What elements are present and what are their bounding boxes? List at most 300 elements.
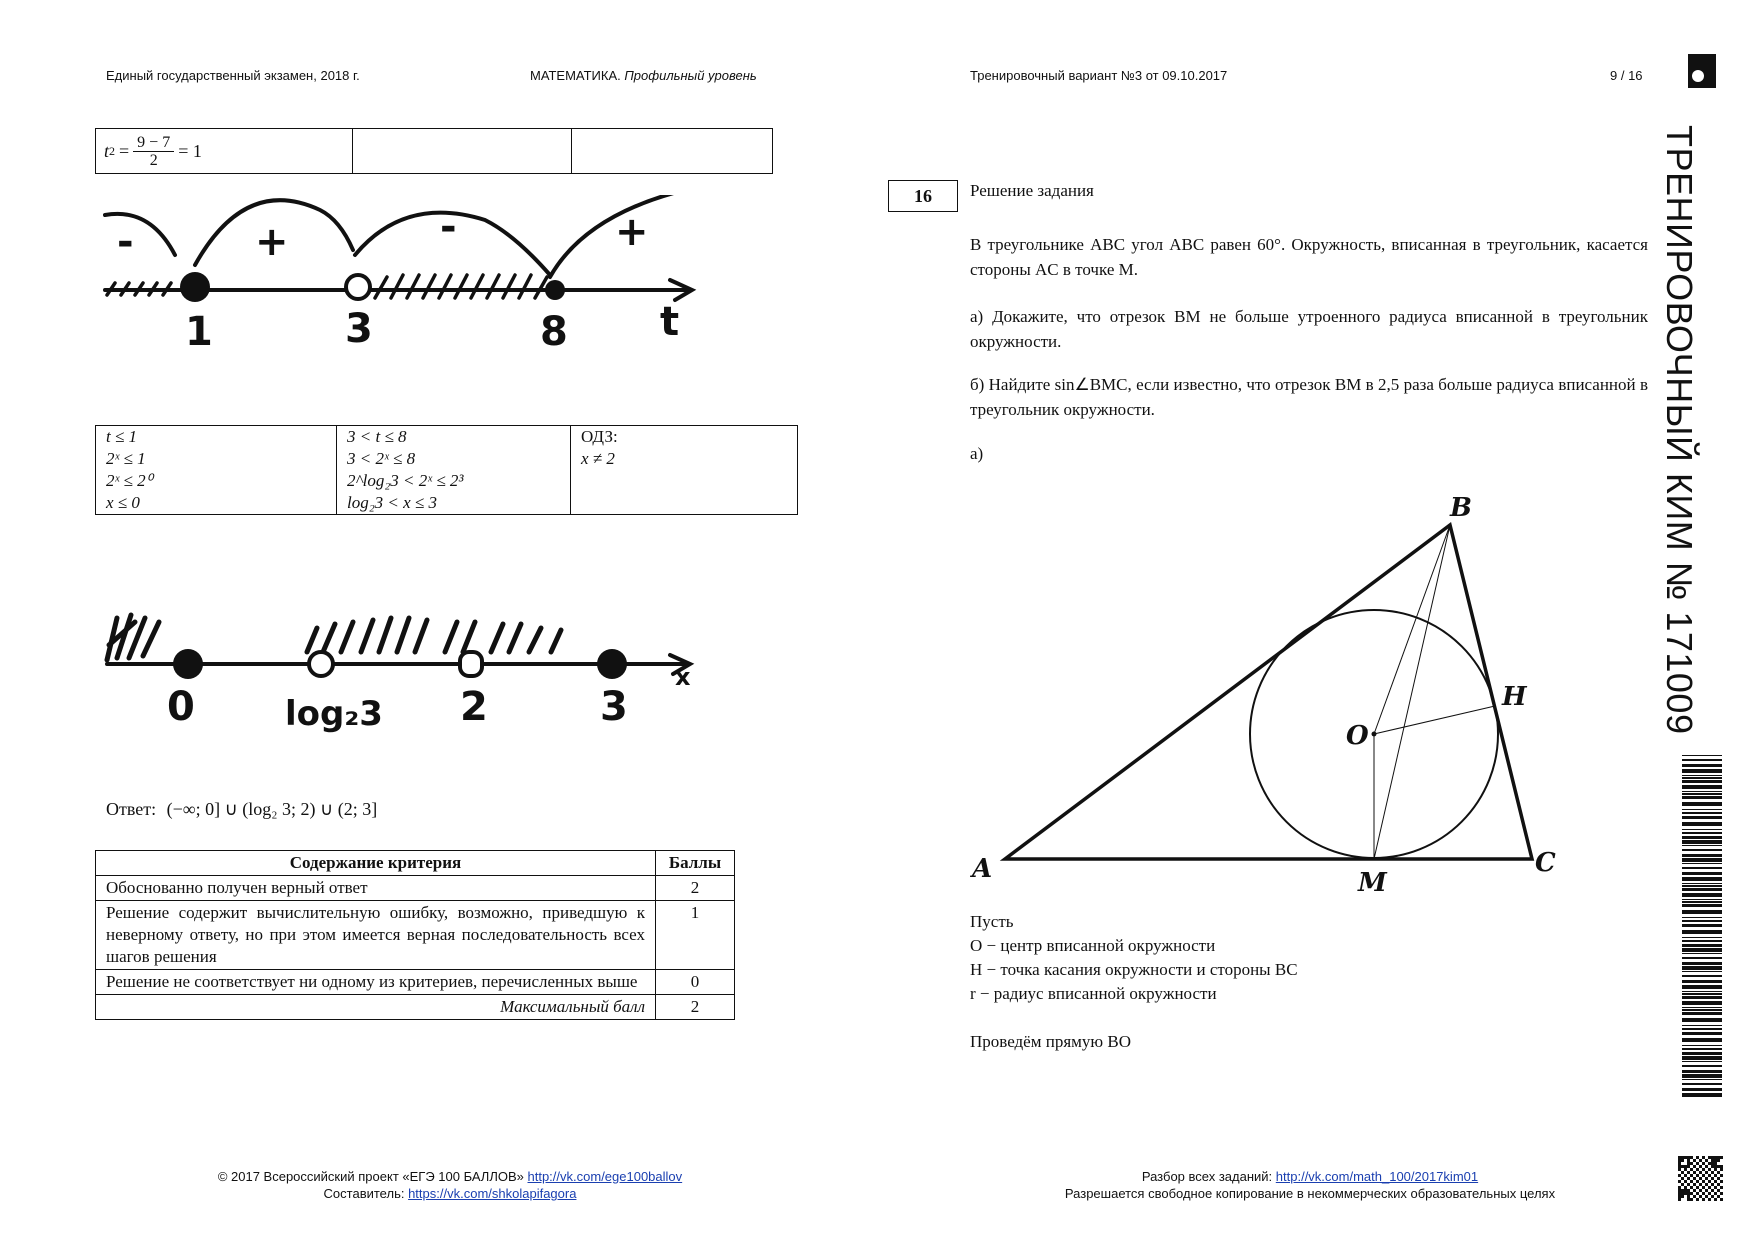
qr-module: [1714, 1156, 1717, 1159]
qr-module: [1678, 1162, 1681, 1165]
var-x: x: [675, 663, 691, 691]
barcode-bar: [1682, 872, 1722, 875]
side-title-wrap: [1659, 125, 1700, 735]
barcode-bar: [1682, 1079, 1722, 1080]
qr-module: [1684, 1168, 1687, 1171]
top-table: [95, 128, 773, 174]
task-statement: В треугольнике ABC угол ABC равен 60°. Окружность, вписанная в треугольник, касается стороны AC в точке M.: [970, 235, 1648, 279]
mark-2: 2: [460, 684, 488, 730]
barcode-bar: [1682, 991, 1722, 992]
qr-module: [1678, 1192, 1681, 1195]
qr-module: [1681, 1177, 1684, 1180]
footer-copyright: © 2017 Всероссийский проект «ЕГЭ 100 БАЛЛОВ»: [217, 1169, 524, 1184]
qr-module: [1681, 1192, 1684, 1195]
barcode-bar: [1682, 863, 1722, 864]
notes-line-o: O − центр вписанной окружности: [970, 936, 1216, 955]
formula-fraction: [133, 134, 174, 169]
qr-module: [1717, 1189, 1720, 1192]
odz-col1-line: 2ˣ ≤ 2⁰: [106, 471, 153, 490]
odz-col3-title: ОДЗ:: [581, 427, 618, 446]
criteria-max-score: 2: [656, 995, 735, 1020]
qr-module: [1702, 1192, 1705, 1195]
barcode-bar: [1682, 1007, 1722, 1008]
qr-module: [1690, 1186, 1693, 1189]
footer-right: [960, 1168, 1660, 1202]
barcode-bar: [1682, 883, 1722, 884]
qr-module: [1711, 1195, 1714, 1198]
qr-module: [1690, 1156, 1693, 1159]
barcode-bar: [1682, 1088, 1722, 1091]
mark-3: 3: [345, 306, 373, 352]
answer-value: (−∞; 0] ∪ (log₂ 3; 2) ∪ (2; 3]: [166, 799, 378, 819]
qr-module: [1708, 1186, 1711, 1189]
criteria-row: [96, 876, 735, 901]
qr-module: [1678, 1159, 1681, 1162]
barcode-bar: [1682, 957, 1722, 959]
barcode-bar: [1682, 1025, 1722, 1026]
mark-log: log₂3: [285, 694, 383, 734]
barcode-bar: [1682, 953, 1722, 954]
qr-module: [1702, 1180, 1705, 1183]
footer-review-label: Разбор всех заданий:: [1141, 1169, 1273, 1184]
qr-module: [1705, 1171, 1708, 1174]
barcode-bar: [1682, 867, 1722, 869]
odz-col1-line: 2ˣ ≤ 1: [106, 449, 146, 468]
point-3-filled: [597, 649, 627, 679]
qr-module: [1720, 1168, 1723, 1171]
qr-module: [1690, 1192, 1693, 1195]
qr-module: [1717, 1177, 1720, 1180]
mark-0: 0: [167, 684, 195, 730]
footer-link-review[interactable]: http://vk.com/math_100/2017kim01: [1275, 1169, 1479, 1184]
qr-module: [1714, 1198, 1717, 1201]
barcode-bar: [1682, 885, 1722, 887]
top-table-cell-3: [572, 129, 773, 174]
barcode-bar: [1682, 1012, 1722, 1015]
qr-module: [1717, 1195, 1720, 1198]
qr-module: [1687, 1192, 1690, 1195]
qr-module: [1714, 1180, 1717, 1183]
qr-module: [1711, 1159, 1714, 1162]
qr-module: [1708, 1180, 1711, 1183]
qr-module: [1693, 1189, 1696, 1192]
barcode-bar: [1682, 1009, 1722, 1011]
mark-3b: 3: [600, 684, 628, 730]
qr-module: [1699, 1171, 1702, 1174]
qr-module: [1678, 1156, 1681, 1159]
barcode-bar: [1682, 802, 1722, 806]
qr-module: [1693, 1171, 1696, 1174]
sign-plus-1: +: [255, 219, 289, 265]
barcode-bar: [1682, 1048, 1722, 1050]
barcode-bar: [1682, 822, 1722, 826]
qr-module: [1699, 1165, 1702, 1168]
qr-module: [1708, 1162, 1711, 1165]
point-3-open: [346, 275, 370, 299]
barcode-bar: [1682, 796, 1722, 799]
criteria-header-score: Баллы: [656, 851, 735, 876]
formula-eq: =: [119, 140, 130, 161]
footer-link-ege[interactable]: http://vk.com/ege100ballov: [527, 1169, 683, 1184]
barcode-bar: [1682, 777, 1722, 779]
point-0-filled: [173, 649, 203, 679]
barcode-bar: [1682, 899, 1722, 900]
barcode-bar: [1682, 910, 1722, 914]
odz-col3: [571, 426, 798, 515]
qr-module: [1678, 1189, 1681, 1192]
barcode-bar: [1682, 985, 1722, 989]
qr-module: [1717, 1171, 1720, 1174]
number-line-x: [95, 600, 715, 775]
qr-module: [1702, 1186, 1705, 1189]
qr-module: [1702, 1168, 1705, 1171]
qr-module: [1720, 1198, 1723, 1201]
criteria-row: [96, 970, 735, 995]
task-part-b: б) Найдите sin∠BMC, если известно, что отрезок BM в 2,5 раза больше радиуса вписанной в треугольник окружности.: [970, 375, 1648, 419]
center-o: [1372, 732, 1377, 737]
odz-col2-line: 3 < 2ˣ ≤ 8: [347, 449, 416, 468]
solution-label-a: а): [970, 444, 984, 463]
qr-module: [1720, 1156, 1723, 1159]
barcode-bar: [1682, 780, 1722, 783]
qr-module: [1693, 1195, 1696, 1198]
qr-module: [1693, 1159, 1696, 1162]
barcode-bar: [1682, 832, 1722, 834]
logo-mark: [1688, 54, 1716, 88]
qr-module: [1696, 1180, 1699, 1183]
barcode-bar: [1682, 840, 1722, 844]
barcode-bar: [1682, 854, 1722, 857]
point-2-open: [460, 652, 482, 676]
barcode-bar: [1682, 937, 1722, 938]
qr-module: [1696, 1198, 1699, 1201]
qr-module: [1690, 1174, 1693, 1177]
qr-module: [1720, 1186, 1723, 1189]
header-subject-name: МАТЕМАТИКА.: [530, 68, 621, 83]
qr-module: [1684, 1189, 1687, 1192]
qr-module: [1711, 1189, 1714, 1192]
barcode-bar: [1682, 1061, 1722, 1062]
barcode-bar: [1682, 1001, 1722, 1005]
barcode-bar: [1682, 1045, 1722, 1046]
qr-module: [1690, 1180, 1693, 1183]
segment-oh: [1374, 706, 1495, 734]
point-8-filled: [545, 280, 565, 300]
qr-module: [1708, 1168, 1711, 1171]
odz-col2-line: 3 < t ≤ 8: [347, 427, 407, 446]
barcode-bar: [1682, 944, 1722, 947]
qr-module: [1684, 1156, 1687, 1159]
qr-module: [1702, 1174, 1705, 1177]
qr-module: [1708, 1192, 1711, 1195]
barcode-bar: [1682, 1056, 1722, 1060]
footer-link-author[interactable]: https://vk.com/shkolapifagora: [408, 1186, 577, 1201]
criteria-max-label: Максимальный балл: [96, 995, 656, 1020]
qr-module: [1717, 1165, 1720, 1168]
task-title: Решение задания: [970, 181, 1094, 200]
barcode-bar: [1682, 1028, 1722, 1030]
criteria-row-score: 2: [656, 876, 735, 901]
answer-label: Ответ:: [106, 799, 157, 819]
number-line-t: [95, 195, 715, 355]
notes-let: Пусть: [970, 912, 1014, 931]
qr-module: [1714, 1159, 1717, 1162]
qr-module: [1714, 1192, 1717, 1195]
qr-module: [1699, 1177, 1702, 1180]
qr-module: [1702, 1198, 1705, 1201]
qr-module: [1705, 1165, 1708, 1168]
task-number-box: 16: [888, 180, 958, 212]
barcode-bar: [1682, 1065, 1722, 1067]
qr-module: [1699, 1195, 1702, 1198]
odz-col2-line: log₂3 < x ≤ 3: [347, 493, 437, 512]
qr-module: [1681, 1165, 1684, 1168]
qr-module: [1681, 1159, 1684, 1162]
barcode-bar: [1682, 769, 1722, 773]
qr-module: [1711, 1171, 1714, 1174]
odz-col2-line: 2^log₂3 < 2ˣ ≤ 2³: [347, 471, 464, 490]
header-level: Профильный уровень: [624, 68, 757, 83]
qr-module: [1693, 1183, 1696, 1186]
qr-module: [1711, 1165, 1714, 1168]
barcode-bar: [1682, 1038, 1722, 1042]
qr-module: [1720, 1165, 1723, 1168]
qr-module: [1720, 1192, 1723, 1195]
barcode-bar: [1682, 845, 1722, 846]
qr-module: [1696, 1174, 1699, 1177]
barcode-bar: [1682, 980, 1722, 983]
qr-module: [1687, 1183, 1690, 1186]
qr-module: [1711, 1183, 1714, 1186]
formula-den: 2: [149, 151, 158, 169]
qr-module: [1696, 1192, 1699, 1195]
header-subject: [530, 68, 757, 83]
qr-module: [1705, 1195, 1708, 1198]
barcode-bar: [1682, 764, 1722, 767]
formula-lhs: t: [104, 140, 110, 161]
barcode-bar: [1682, 759, 1722, 761]
qr-module: [1687, 1171, 1690, 1174]
point-1-filled: [180, 272, 210, 302]
qr-module: [1681, 1183, 1684, 1186]
mark-8: 8: [540, 309, 568, 355]
qr-module: [1717, 1159, 1720, 1162]
qr-module: [1708, 1156, 1711, 1159]
barcode-bar: [1682, 858, 1722, 862]
barcode-bar: [1682, 809, 1722, 810]
label-c: C: [1535, 848, 1556, 878]
odz-col1-line: t ≤ 1: [106, 427, 138, 446]
qr-module: [1702, 1162, 1705, 1165]
triangle-abc: [1005, 525, 1532, 859]
barcode-bar: [1682, 920, 1722, 922]
qr-module: [1684, 1186, 1687, 1189]
qr-module: [1684, 1165, 1687, 1168]
top-table-cell-formula: [96, 129, 353, 174]
barcode-bar: [1682, 901, 1722, 903]
label-h: H: [1502, 682, 1527, 712]
qr-module: [1705, 1189, 1708, 1192]
qr-module: [1690, 1162, 1693, 1165]
qr-module: [1687, 1189, 1690, 1192]
qr-module: [1717, 1156, 1720, 1159]
barcode-bar: [1682, 924, 1722, 927]
qr-module: [1678, 1174, 1681, 1177]
qr-module: [1687, 1165, 1690, 1168]
barcode-bar: [1682, 930, 1722, 934]
qr-module: [1699, 1159, 1702, 1162]
barcode-bar: [1682, 829, 1722, 830]
qr-module: [1690, 1168, 1693, 1171]
barcode-bar: [1682, 877, 1722, 881]
qr-module: [1711, 1177, 1714, 1180]
label-m: M: [1358, 868, 1387, 898]
qr-module: [1693, 1177, 1696, 1180]
barcode-bar: [1682, 849, 1722, 851]
formula-rhs: = 1: [178, 140, 202, 161]
barcode-bar: [1682, 836, 1722, 839]
barcode-bar: [1682, 940, 1722, 942]
qr-module: [1681, 1189, 1684, 1192]
header-variant: Тренировочный вариант №3 от 09.10.2017: [970, 68, 1228, 83]
qr-module: [1696, 1168, 1699, 1171]
qr-module: [1678, 1195, 1681, 1198]
qr-module: [1705, 1159, 1708, 1162]
qr-module: [1705, 1177, 1708, 1180]
criteria-row-text: Обоснованно получен верный ответ: [96, 876, 656, 901]
odz-col3-line: x ≠ 2: [581, 449, 615, 468]
notes-line-h: H − точка касания окружности и стороны BC: [970, 960, 1298, 979]
qr-module: [1681, 1171, 1684, 1174]
qr-module: [1678, 1168, 1681, 1171]
barcode-bar: [1682, 1074, 1722, 1078]
qr-module: [1687, 1198, 1690, 1201]
formula-num: 9 − 7: [133, 134, 174, 152]
notes-line-r: r − радиус вписанной окружности: [970, 984, 1217, 1003]
qr-module: [1678, 1165, 1681, 1168]
answer: [106, 798, 377, 820]
odz-table: [95, 425, 798, 515]
barcode-bar: [1682, 816, 1722, 819]
criteria-row-text: Решение содержит вычислительную ошибку, возможно, приведшую к неверному ответу, но при этом имеется верная последовательность всех шагов решения: [96, 901, 656, 970]
criteria-row-score: 1: [656, 901, 735, 970]
sign-minus-2: -: [440, 204, 457, 250]
qr-module: [1708, 1198, 1711, 1201]
triangle-figure: [970, 480, 1570, 900]
qr-module: [1705, 1183, 1708, 1186]
criteria-header-content: Содержание критерия: [96, 851, 656, 876]
barcode-bar: [1682, 888, 1722, 891]
qr-module: [1714, 1168, 1717, 1171]
qr-module: [1678, 1186, 1681, 1189]
barcode-bar: [1682, 904, 1722, 907]
footer-left: [100, 1168, 800, 1202]
criteria-table: [95, 850, 735, 1020]
label-o: O: [1346, 721, 1369, 751]
qr-module: [1717, 1183, 1720, 1186]
var-t: t: [660, 299, 680, 345]
qr-module: [1699, 1183, 1702, 1186]
criteria-max-row: [96, 995, 735, 1020]
qr-module: [1681, 1156, 1684, 1159]
qr-module: [1684, 1174, 1687, 1177]
odz-col1-line: x ≤ 0: [106, 493, 140, 512]
qr-module: [1696, 1186, 1699, 1189]
point-log-open: [309, 652, 333, 676]
qr-module: [1714, 1165, 1717, 1168]
barcode-bar: [1682, 993, 1722, 995]
qr-module: [1687, 1159, 1690, 1162]
barcode-bar: [1682, 1093, 1722, 1097]
label-b: B: [1450, 493, 1472, 523]
barcode-bar: [1682, 785, 1722, 789]
qr-module: [1684, 1180, 1687, 1183]
odz-col2: [337, 426, 571, 515]
footer-license: Разрешается свободное копирование в некоммерческих образовательных целях: [1064, 1186, 1556, 1201]
qr-module: [1696, 1156, 1699, 1159]
criteria-row: [96, 901, 735, 970]
barcode-bar: [1682, 971, 1722, 972]
criteria-row-score: 0: [656, 970, 735, 995]
mark-1: 1: [185, 309, 213, 355]
odz-col1: [96, 426, 337, 515]
barcode: [1682, 755, 1722, 1100]
barcode-bar: [1682, 917, 1722, 918]
header-page: 9 / 16: [1610, 68, 1643, 83]
qr-module: [1687, 1177, 1690, 1180]
qr-module: [1693, 1165, 1696, 1168]
segment-bo: [1374, 525, 1450, 734]
barcode-bar: [1682, 996, 1722, 999]
label-a: A: [972, 854, 993, 884]
side-title: ТРЕНИРОВОЧНЫЙ КИМ № 171009: [1659, 125, 1700, 735]
notes-draw: Проведём прямую BO: [970, 1032, 1131, 1051]
task-part-a: а) Докажите, что отрезок BM не больше утроенного радиуса вписанной в треугольник окружности.: [970, 307, 1648, 351]
barcode-bar: [1682, 975, 1722, 977]
formula-sub: 2: [109, 143, 116, 158]
qr-module: [1711, 1156, 1714, 1159]
barcode-bar: [1682, 893, 1722, 897]
qr-module: [1714, 1186, 1717, 1189]
qr-module: [1687, 1195, 1690, 1198]
barcode-bar: [1682, 966, 1722, 970]
qr-module: [1720, 1174, 1723, 1177]
barcode-bar: [1682, 1018, 1722, 1022]
qr-module: [1714, 1162, 1717, 1165]
criteria-row-text: Решение не соответствует ни одному из критериев, перечисленных выше: [96, 970, 656, 995]
barcode-bar: [1682, 793, 1722, 795]
qr-module: [1681, 1195, 1684, 1198]
qr-module: [1699, 1189, 1702, 1192]
qr-module: [1678, 1198, 1681, 1201]
qr-module: [1711, 1162, 1714, 1165]
barcode-bar: [1682, 1032, 1722, 1035]
barcode-bar: [1682, 755, 1722, 756]
footer-author-label: Составитель:: [323, 1186, 405, 1201]
barcode-bar: [1682, 775, 1722, 776]
qr-code: [1678, 1156, 1724, 1202]
qr-module: [1702, 1156, 1705, 1159]
header-exam: Единый государственный экзамен, 2018 г.: [106, 68, 360, 83]
barcode-bar: [1682, 948, 1722, 952]
qr-module: [1708, 1174, 1711, 1177]
top-table-cell-2: [353, 129, 572, 174]
notes: [970, 910, 1298, 1054]
qr-module: [1696, 1162, 1699, 1165]
qr-module: [1678, 1180, 1681, 1183]
barcode-bar: [1682, 1070, 1722, 1073]
barcode-bar: [1682, 1083, 1722, 1085]
